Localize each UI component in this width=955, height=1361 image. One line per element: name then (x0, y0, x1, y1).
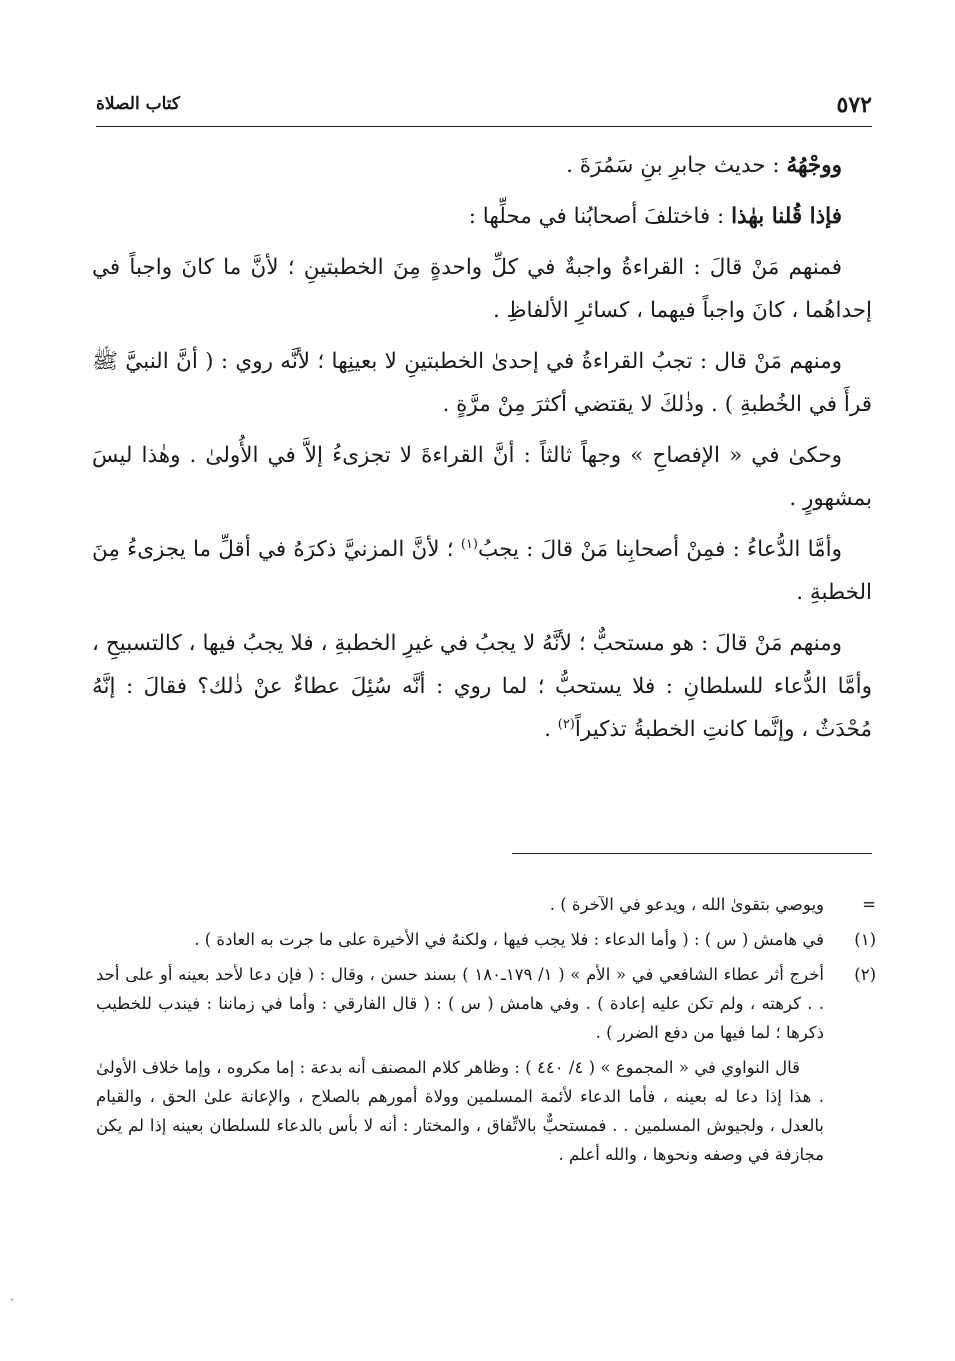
paragraph-4: ومنهم مَنْ قال : تجبُ القراءةُ في إحدىٰ الخطبتينِ لا بعينِها ؛ لأنَّه روي : ( أنَّ النبيَّ ﷺ قرأَ في الخُطبةِ ) . وذٰلكَ لا يقتضي أكثرَ مِنْ مرَّةٍ . (92, 349, 872, 417)
paragraph-6: وأمَّا الدُّعاءُ : فمِنْ أصحابِنا مَنْ قالَ : يجبُ$^{(١)}$ ؛ لأنَّ المزنيَّ ذكرَهُ في أقلِّ ما يجزىءُ مِنَ الخطبةِ . (92, 536, 872, 605)
main-text (92, 144, 872, 759)
margin-mark: ، (10, 1290, 14, 1304)
footnote-ref-2[interactable]: (٢) (557, 716, 575, 732)
paragraph-7: ومنهم مَنْ قالَ : هو مستحبٌّ ؛ لأنَّهُ لا يجبُ في غيرِ الخطبةِ ، فلا يجبُ فيها ، كالتسبيحِ ، وأمَّا الدُّعاء للسلطانِ : فلا يستحبُّ ؛ لما روي : أنَّه سُئِلَ عطاءٌ عنْ ذٰلك؟ فقالَ : إنَّهُ مُحْدَثٌ ، وإنَّما كانتِ الخطبةُ تذكيراً$^{(٢)}$ . (92, 631, 872, 742)
footnote-number: (١) (854, 930, 876, 949)
footnote-2: (٢) أخرج أثر عطاء الشافعي في « الأم » ( ١/ ١٧٩ـ١٨٠ ) بسند حسن ، وقال : ( فإن دعا لأحد بعينه أو على أحد . . كرهته ، ولم تكن عليه إعادة ) . وفي هامش ( س ) : ( قال الفارقي : وأما في زماننا : فيندب للخطيب ذكرها ؛ لما فيها من دفع الضرر ) . (96, 960, 876, 1047)
lead-term: فإذا قُلنا بهٰذا (731, 204, 842, 229)
book-title: كتاب الصلاة (96, 94, 181, 114)
paragraph-2: فإذا قُلنا بهٰذا : فاختلفَ أصحابُنا في محلِّها : (468, 204, 842, 229)
header-rule (96, 126, 872, 127)
footnote-ref-1[interactable]: (١) (460, 536, 478, 552)
footnote-number: (٢) (854, 965, 876, 984)
paragraph-5: وحكىٰ في « الإفصاحِ » وجهاً ثالثاً : أنَّ القراءةَ لا تجزىءُ إلاَّ في الأُولىٰ . وهٰذا ليسَ بمشهورٍ . (92, 443, 872, 511)
footnotes (96, 890, 876, 1169)
running-header (96, 92, 872, 122)
paragraph-1: ووجْهُهُ : حديث جابرِ بنِ سَمُرَةَ . (566, 153, 842, 178)
page-number: ٥٧٢ (836, 92, 872, 118)
footnote-continuation: = ويوصي بتقوىٰ الله ، ويدعو في الآخرة ) . (96, 890, 876, 919)
paragraph-3: فمنهم مَنْ قالَ : القراءةُ واجبةٌ في كلِّ واحدةٍ مِنَ الخطبتينِ ؛ لأنَّ ما كانَ واجباً في إحداهُما ، كانَ واجباً فيهما ، كسائرِ الألفاظِ . (92, 255, 872, 323)
footnote-1: (١) في هامش ( س ) : ( وأما الدعاء : فلا يجب فيها ، ولكنهُ في الأخيرة على ما جرت به العادة ) . (96, 925, 876, 954)
continuation-mark: = (862, 895, 876, 914)
lead-term: ووجْهُهُ (786, 153, 842, 178)
footnote-2-continued: قال النواوي في « المجموع » ( ٤/ ٤٤٠ ) : وظاهر كلام المصنف أنه بدعة : إما مكروه ، وإما خلاف الأولىٰ . هذا إذا دعا له بعينه ، فأما الدعاء لأئمة المسلمين وولاة أمورهم بالصلاح ، والإعانة علىٰ الحق ، والقيام بالعدل ، ولجيوش المسلمين . . فمستحبٌّ بالاتِّفاق ، والمختار : أنه لا بأس بالدعاء للسلطان بعينه إذا لم يكن مجازفة في وصفه ونحوها ، والله أعلم . (96, 1058, 824, 1164)
footnote-separator (512, 853, 872, 854)
